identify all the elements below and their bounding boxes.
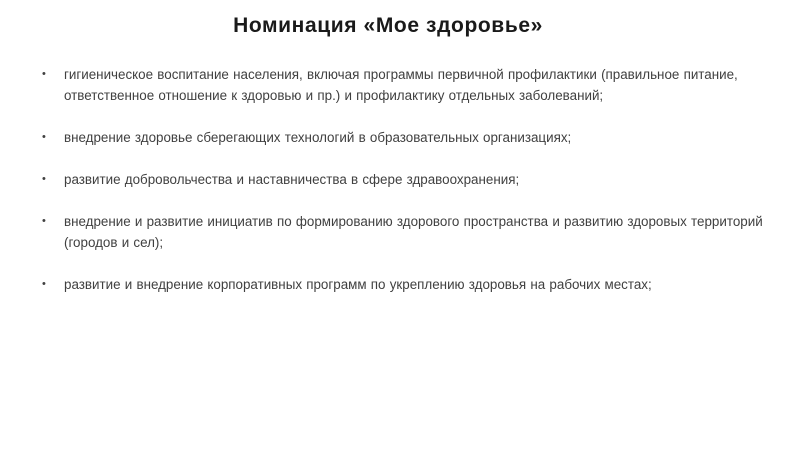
bullet-item: [40, 274, 770, 295]
bullet-item: [40, 64, 770, 106]
bullet-list: [40, 64, 770, 316]
bullet-text: развитие и внедрение корпоративных программ по укреплению здоровья на рабочих местах;: [64, 277, 652, 292]
bullet-icon: •: [42, 278, 46, 290]
bullet-text: гигиеническое воспитание населения, включая программы первичной профилактики (правильное питание, ответственное отношение к здоровью и пр.) и профилактику отдельных заболеваний;: [64, 67, 738, 103]
bullet-text: развитие добровольчества и наставничества в сфере здравоохранения;: [64, 172, 520, 187]
bullet-item: [40, 127, 770, 148]
bullet-icon: •: [42, 131, 46, 143]
bullet-text: внедрение и развитие инициатив по формированию здорового пространства и развитию здоровых территорий (городов и сел);: [64, 214, 763, 250]
bullet-item: [40, 211, 770, 253]
bullet-icon: •: [42, 215, 46, 227]
slide-title: Номинация «Мое здоровье»: [233, 14, 543, 37]
bullet-icon: •: [42, 68, 46, 80]
bullet-item: [40, 169, 770, 190]
bullet-text: внедрение здоровье сберегающих технологий в образовательных организациях;: [64, 130, 572, 145]
bullet-icon: •: [42, 173, 46, 185]
